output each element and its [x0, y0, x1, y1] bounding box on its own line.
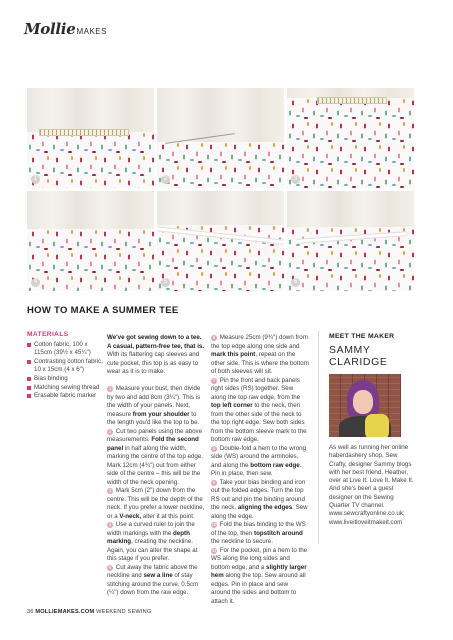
step-4: 4 Use a curved ruler to join the width markings with the depth marking, creating the neckline. Again, you can alter the shape at this stage if you prefer.	[107, 521, 198, 562]
intro-paragraph: We've got sewing down to a tee. A casual, pattern-free tee, that is. With its flattering cap sleeves and cute pocket, this top is as easy to wear as it is to make.	[107, 334, 205, 375]
section-title-main: A SUMMER TEE	[102, 305, 179, 316]
page-number: 36	[27, 609, 34, 615]
list-item: Erasable fabric marker	[27, 392, 103, 401]
step-number-badge: 3	[108, 488, 112, 493]
step-photo-grid	[27, 88, 414, 291]
ruler-icon	[317, 97, 387, 104]
page-footer	[27, 609, 151, 615]
step-number-badge: 7	[212, 377, 216, 383]
maker-name: SAMMY CLARIDGE	[329, 344, 388, 368]
step-number-badge: 1	[108, 386, 112, 391]
step-2: 2 Cut two panels using the above measurements. Fold the second panel in half along the width, marking the centre of the top edge. Mark 12cm (4¾") out from either side of the centre – this will be the width of the neck opening.	[107, 427, 203, 486]
step-photo-6	[287, 191, 414, 291]
step-photo-number: 1	[31, 175, 40, 184]
brand-logo-script: Mollie	[24, 20, 76, 38]
tape-measure-icon	[39, 129, 129, 136]
materials-list	[27, 331, 103, 401]
step-photo-number: 6	[291, 278, 300, 287]
step-11: 11 For the pocket, pin a hem to the WS along the long sides and bottom edge, and a slightly larger hem along the top. Sew around all edges. Pin in place and sew around the sides and bottom to attach it.	[211, 546, 308, 605]
step-photo-4	[27, 191, 154, 291]
list-item: Contrasting cotton fabric, 10 x 15cm (4 x 6")	[27, 358, 103, 375]
instructions-column-2	[211, 334, 309, 606]
list-item: Matching sewing thread	[27, 384, 103, 393]
step-1: 1 Measure your bust, then divide by two and add 8cm (3¼"). This is the width of your panels. Next, measure from your shoulder to the length you'd like the top to be.	[107, 385, 201, 426]
step-photo-2	[157, 88, 284, 188]
step-3: 3 Mark 5cm (2") down from the centre. This will be the depth of the neck. If you prefer a lower neckline, or a V-neck, alter it at this point.	[107, 487, 205, 520]
step-8: 8 Double-fold a hem to the wrong side (WS) around the armholes, and along the bottom raw edge. Pin in place, then sew.	[211, 444, 307, 477]
section-title-prefix: HOW TO MAKE	[27, 305, 100, 316]
maker-portrait	[329, 374, 401, 437]
column-divider	[318, 331, 319, 544]
step-6: 6 Measure 25cm (9¾") down from the top edge along one side and mark this point, repeat on the other side. This is where the bottom of both sleeves will sit.	[211, 334, 309, 375]
step-photo-number: 4	[31, 278, 40, 287]
step-7: 7 Pin the front and back panels right sides (RS) together. Sew along the top raw edge, from the top left corner to the neck, then from the other side of the neck to the top right edge. Sew both sides from the bottom sleeve mark to the bottom raw edge.	[211, 376, 307, 443]
step-number-badge: 2	[108, 428, 112, 434]
step-number-badge: 10	[211, 522, 217, 527]
step-number-badge: 9	[212, 479, 216, 485]
intro-bold: We've got sewing down to a tee. A casual, pattern-free tee, that is.	[107, 334, 205, 350]
list-item: Cotton fabric, 100 x 115cm (39½ x 45¼")	[27, 341, 103, 358]
materials-heading: MATERIALS	[27, 331, 69, 338]
brand-logo-caps: MAKES	[76, 27, 107, 36]
step-10: 10 Fold the bias binding to the WS of the top, then topstitch around the neckline to secure.	[211, 521, 306, 545]
footer-section: WEEKEND SEWING	[96, 609, 152, 615]
step-photo-number: 2	[161, 175, 170, 184]
step-number-badge: 4	[108, 522, 112, 527]
step-photo-5	[157, 191, 284, 291]
list-item: Bias binding	[27, 375, 103, 384]
maker-bio: As well as running her online haberdashery shop, Sew Crafty, designer Sammy blogs with her best friend, Heather, over at Live It. Love It. Make It. And she's been a guest designer on the Sewing Quarter TV channel. www.sewcraftyonline.co.uk; www.liveitloveitmakeit.com	[329, 444, 414, 526]
section-title	[27, 305, 178, 316]
step-5: 5 Cut away the fabric above the neckline and sew a line of stay stitching around the curve, 0.5cm (¼") down from the raw edge.	[107, 563, 199, 596]
step-number-badge: 8	[212, 445, 216, 451]
step-9: 9 Take your bias binding and iron out the folded edges. Turn the top RS out and pin the binding around the neck, aligning the edges. Sew along the edge.	[211, 478, 308, 520]
meet-the-maker-box	[329, 333, 415, 527]
step-number-badge: 11	[211, 547, 217, 553]
footer-site: MOLLIEMAKES.COM	[35, 609, 95, 615]
masthead	[24, 20, 107, 38]
step-photo-3	[287, 88, 414, 188]
step-photo-1	[27, 88, 154, 188]
step-number-badge: 6	[212, 335, 216, 340]
step-photo-number: 3	[291, 175, 300, 184]
step-number-badge: 5	[108, 564, 112, 570]
step-photo-number: 5	[161, 278, 170, 287]
meet-the-maker-label: MEET THE MAKER	[329, 333, 395, 340]
instructions-column-1	[107, 334, 205, 598]
